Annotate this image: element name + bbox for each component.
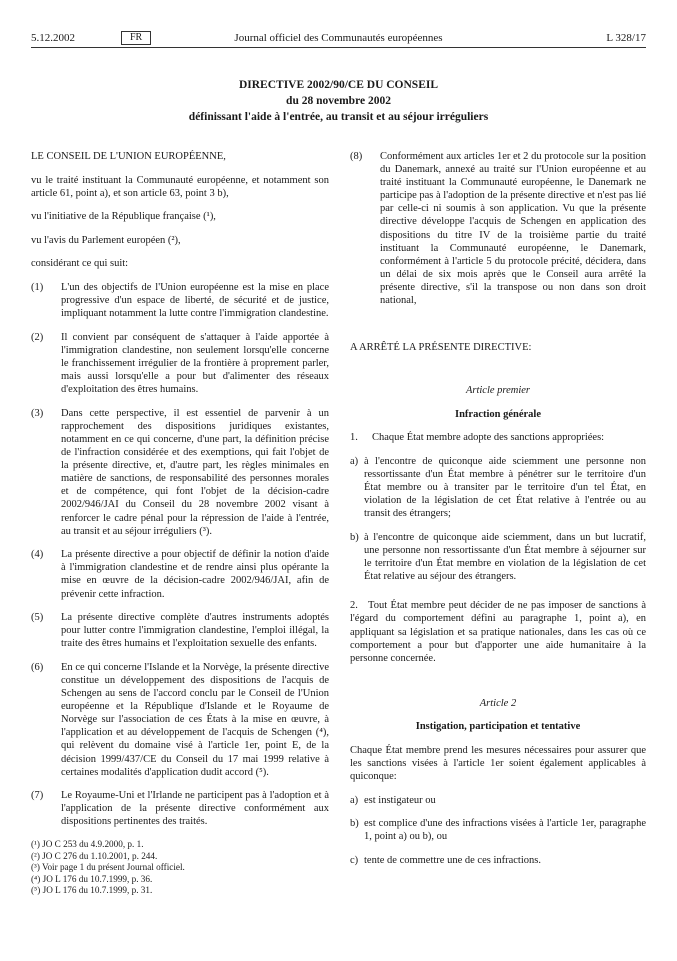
article-1-paragraph-1: 1. Chaque État membre adopte des sanctions appropriées: xyxy=(350,432,605,444)
footnote: (⁴) JO L 176 du 10.7.1999, p. 36. xyxy=(31,873,153,884)
directive-title-block xyxy=(31,77,646,125)
visa: vu l'initiative de la République française (¹), xyxy=(31,211,216,223)
directive-title: DIRECTIVE 2002/90/CE DU CONSEIL xyxy=(238,79,439,91)
footnote: (⁵) JO L 176 du 10.7.1999, p. 31. xyxy=(31,885,153,896)
language-code: FR xyxy=(121,31,151,45)
recital-number: (5) xyxy=(31,612,44,624)
recital-text: Dans cette perspective, il est essentiel de parvenir à un rapprochement des dispositions juridiques existantes, notamment en ce qui concerne, d'une part, la définition précise de l'infraction considérée et des exemptions, qui fait l'objet de la présente directive, et, d'autre part, les règles minimales en matière de sanctions, de responsabilité des personnes morales et de compétence, qui font l'objet de la décision-cadre 2002/946/JAI du Conseil du 28 novembre 2002 visant à renforcer le cadre pénal pour la répression de l'aide à l'entrée, au transit et au séjour irréguliers (³). xyxy=(61,407,329,537)
article-2-point-c: c) tente de commettre une de ces infractions. xyxy=(350,855,541,867)
recital-text: Le Royaume-Uni et l'Irlande ne participent pas à l'adoption et à l'application de la présente directive conformément aux dispositions pertinentes des traités. xyxy=(61,790,329,828)
recital-text: En ce qui concerne l'Islande et la Norvège, la présente directive constitue un développement des dispositions de l'acquis de Schengen au sens de l'accord conclu par le Conseil de l'Union européenne et la République d'Islande et le Royaume de Norvège sur l'association de ces États à la mise en œuvre, à l'application et au développement de l'acquis de Schengen (⁴), qui relèvent du domaine visé à l'article 1er, point E, de la décision 1999/437/CE du Conseil du 17 mai 1999 relative à certaines modalités d'application dudit accord (⁵). xyxy=(61,661,329,778)
recital-text: Conformément aux articles 1er et 2 du protocole sur la position du Danemark, annexé au traité sur l'Union européenne et au traité instituant la Communauté européenne, le Danemark ne participe pas à l'adoption de la présente directive et n'est pas lié par celle-ci ni soumis à son application. Vu que la présente directive développe l'acquis de Schengen en application des dispositions du titre IV de la troisième partie du traité instituant la Communauté européenne, le Danemark, conformément à l'article 5 du protocole précité, décidera, dans un délai de six mois après que le Conseil aura arrêté la présente directive, s'il la transpose ou non dans son droit national, xyxy=(380,151,646,307)
recital-text: Il convient par conséquent de s'attaquer à l'aide apportée à l'immigration clandestine, non seulement lorsqu'elle concerne le franchissement irrégulier de la frontière à proprement parler, mais aussi lorsqu'elle a pour but d'alimenter des réseaux d'exploitation des êtres humains. xyxy=(61,331,329,396)
visa: vu le traité instituant la Communauté européenne, et notamment son article 61, point a), et son article 63, point 3 b), xyxy=(31,174,329,199)
journal-name: Journal officiel des Communautés européennes xyxy=(234,32,443,44)
article-2-paragraph: Chaque État membre prend les mesures nécessaires pour assurer que les sanctions visées à l'article 1er soient également applicables à quiconque: xyxy=(350,745,646,783)
page-reference: L 328/17 xyxy=(606,32,646,44)
recital-number: (3) xyxy=(31,407,44,419)
article-1-paragraph-2: 2. Tout État membre peut décider de ne pas imposer de sanctions à l'égard du comportement défini au paragraphe 1, point a), en appliquant sa législation et sa pratique nationales, dans les cas où ce comportement a pour but d'apporter une aide humanitaire à la personne concernée. xyxy=(350,600,646,664)
footnote: (¹) JO C 253 du 4.9.2000, p. 1. xyxy=(31,839,144,850)
article-1-heading: Infraction générale xyxy=(454,408,542,420)
recital-number: (8) xyxy=(350,151,363,162)
recital xyxy=(350,150,646,307)
article-1-point-b: b) à l'encontre de quiconque aide sciemment, dans un but lucratif, une personne non ressortissante d'un État membre à séjourner sur le territoire d'un État membre en violation de la législation de cet État relative au séjour des étrangers. xyxy=(350,531,646,583)
recital-number: (1) xyxy=(31,282,44,294)
article-2-heading: Instigation, participation et tentative xyxy=(415,721,581,733)
recital xyxy=(31,407,329,538)
recital-number: (2) xyxy=(31,331,44,343)
council-intro: LE CONSEIL DE L'UNION EUROPÉENNE, xyxy=(31,151,226,162)
recital-text: L'un des objectifs de l'Union européenne est la mise en place progressive d'un espace de liberté, de sécurité et de justice, impliquant notamment la lutte contre l'immigration clandestine. xyxy=(61,282,329,320)
recital xyxy=(31,331,329,396)
article-1-point-a: a) à l'encontre de quiconque aide sciemment une personne non ressortissante d'un État membre à pénétrer sur le territoire d'un État membre ou à transiter par le territoire d'un tel État, en violation de la législation de cet État relative à l'entrée ou au transit des étrangers; xyxy=(350,456,646,520)
right-column xyxy=(350,150,646,878)
directive-subject: définissant l'aide à l'entrée, au transit et au séjour irréguliers xyxy=(188,111,489,123)
recital-text: La présente directive complète d'autres instruments adoptés pour lutter contre l'immigration clandestine, l'emploi illégal, la traite des êtres humains et l'exploitation sexuelle des enfants. xyxy=(61,612,329,650)
recital-number: (6) xyxy=(31,661,44,673)
adoption-statement: A ARRÊTÉ LA PRÉSENTE DIRECTIVE: xyxy=(350,342,532,354)
footnotes xyxy=(31,839,329,897)
article-1-title: Article premier xyxy=(465,385,531,397)
left-column xyxy=(31,150,329,897)
article-2-point-a: a) est instigateur ou xyxy=(350,794,436,806)
recital-number: (7) xyxy=(31,790,44,802)
considering-line: considérant ce qui suit: xyxy=(31,258,129,270)
recital xyxy=(31,281,329,320)
footnote: (³) Voir page 1 du présent Journal officiel. xyxy=(31,862,185,873)
recital xyxy=(31,661,329,779)
directive-date: du 28 novembre 2002 xyxy=(286,95,391,107)
issue-date: 5.12.2002 xyxy=(31,32,75,44)
footnote: (²) JO C 276 du 1.10.2001, p. 244. xyxy=(31,850,158,861)
recital xyxy=(31,789,329,828)
recital-number: (4) xyxy=(31,549,44,561)
recital xyxy=(31,611,329,650)
article-2-point-b: b) est complice d'une des infractions visées à l'article 1er, paragraphe 1, point a) ou b), ou xyxy=(350,818,646,843)
page-header xyxy=(31,30,646,48)
visa: vu l'avis du Parlement européen (²), xyxy=(31,234,181,246)
recital xyxy=(31,548,329,600)
article-2-title: Article 2 xyxy=(479,697,517,709)
recital-text: La présente directive a pour objectif de définir la notion d'aide à l'immigration clandestine et de rendre ainsi plus opérante la mise en œuvre de la décision-cadre 2002/946/JAI, afin de prévenir cette infraction. xyxy=(61,549,329,600)
